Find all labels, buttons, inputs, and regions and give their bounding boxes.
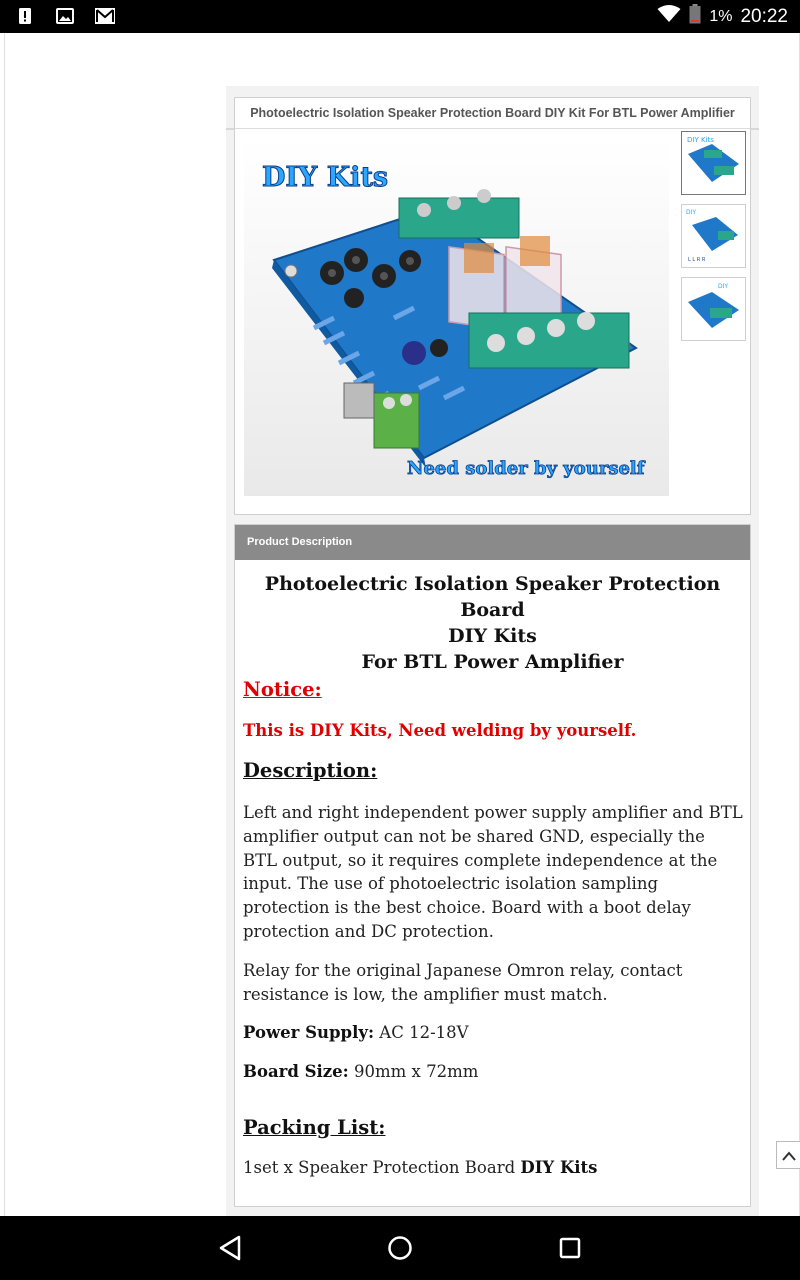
scroll-to-top-button[interactable] (776, 1141, 800, 1169)
thumbnail-3[interactable] (681, 277, 746, 341)
left-column (5, 33, 226, 1216)
product-title: Photoelectric Isolation Speaker Protection Board DIY Kit For BTL Power Amplifier (250, 106, 735, 120)
recents-icon (559, 1237, 581, 1259)
battery-icon (689, 4, 701, 29)
packing-list-heading: Packing List: (243, 1116, 386, 1139)
power-supply-row (243, 1023, 469, 1042)
home-icon (387, 1235, 413, 1261)
svg-text:DIY: DIY (718, 283, 729, 290)
back-button[interactable] (214, 1232, 246, 1264)
thumbnail-1[interactable] (681, 131, 746, 195)
navigation-bar (0, 1216, 800, 1280)
board-size-label: Board Size: (243, 1062, 349, 1081)
description-paragraph-1: Left and right independent power supply amplifier and BTL amplifier output can not be shared GND, especially the BTL output, so it requires complete independence at the input. The use of photoelectric isolation sampling protection is the best choice. Board with a boot delay protection and DC protection. (243, 803, 743, 941)
recents-button[interactable] (554, 1232, 586, 1264)
power-supply-label: Power Supply: (243, 1023, 375, 1042)
notice-text: This is DIY Kits, Need welding by yourself. (243, 721, 637, 740)
svg-text:DIY: DIY (686, 209, 697, 216)
title-line-2: DIY Kits (448, 625, 537, 647)
regulator (344, 383, 374, 418)
title-line-1: Photoelectric Isolation Speaker Protection Board (264, 573, 721, 621)
gmail-icon (94, 6, 116, 26)
alert-icon (14, 6, 36, 26)
packing-list-item (243, 1158, 597, 1177)
image-caption-top: DIY Kits (262, 162, 389, 193)
product-gallery (234, 97, 751, 515)
image-caption-bottom: Need solder by yourself (407, 458, 645, 479)
board-size-row (243, 1062, 478, 1081)
notice-heading: Notice: (243, 678, 322, 701)
title-line-3: For BTL Power Amplifier (361, 651, 624, 673)
description-paragraph-2: Relay for the original Japanese Omron relay, contact resistance is low, the amplifier must match. (243, 961, 683, 1004)
home-button[interactable] (384, 1232, 416, 1264)
status-bar (0, 0, 800, 33)
thumbnail-2[interactable] (681, 204, 746, 268)
main-product-image[interactable] (244, 138, 669, 496)
divider (235, 128, 750, 129)
description-heading: Description: (243, 759, 378, 782)
back-icon (218, 1235, 242, 1261)
svg-text:DIY Kits: DIY Kits (687, 136, 714, 144)
image-icon (54, 6, 76, 26)
chevron-up-icon (782, 1146, 796, 1165)
svg-text:L L R R: L L R R (688, 257, 706, 263)
clock: 20:22 (740, 5, 788, 27)
battery-percent: 1% (709, 7, 733, 25)
product-description-panel (234, 524, 751, 1207)
description-title (235, 571, 750, 675)
power-supply-value: AC 12-18V (379, 1023, 469, 1042)
description-header: Product Description (247, 536, 353, 548)
packing-item-bold: DIY Kits (520, 1158, 598, 1177)
board-size-value: 90mm x 72mm (354, 1062, 479, 1081)
description-header-bar (235, 525, 750, 560)
wifi-icon (657, 5, 681, 28)
packing-item-text: 1set x Speaker Protection Board (243, 1158, 516, 1177)
